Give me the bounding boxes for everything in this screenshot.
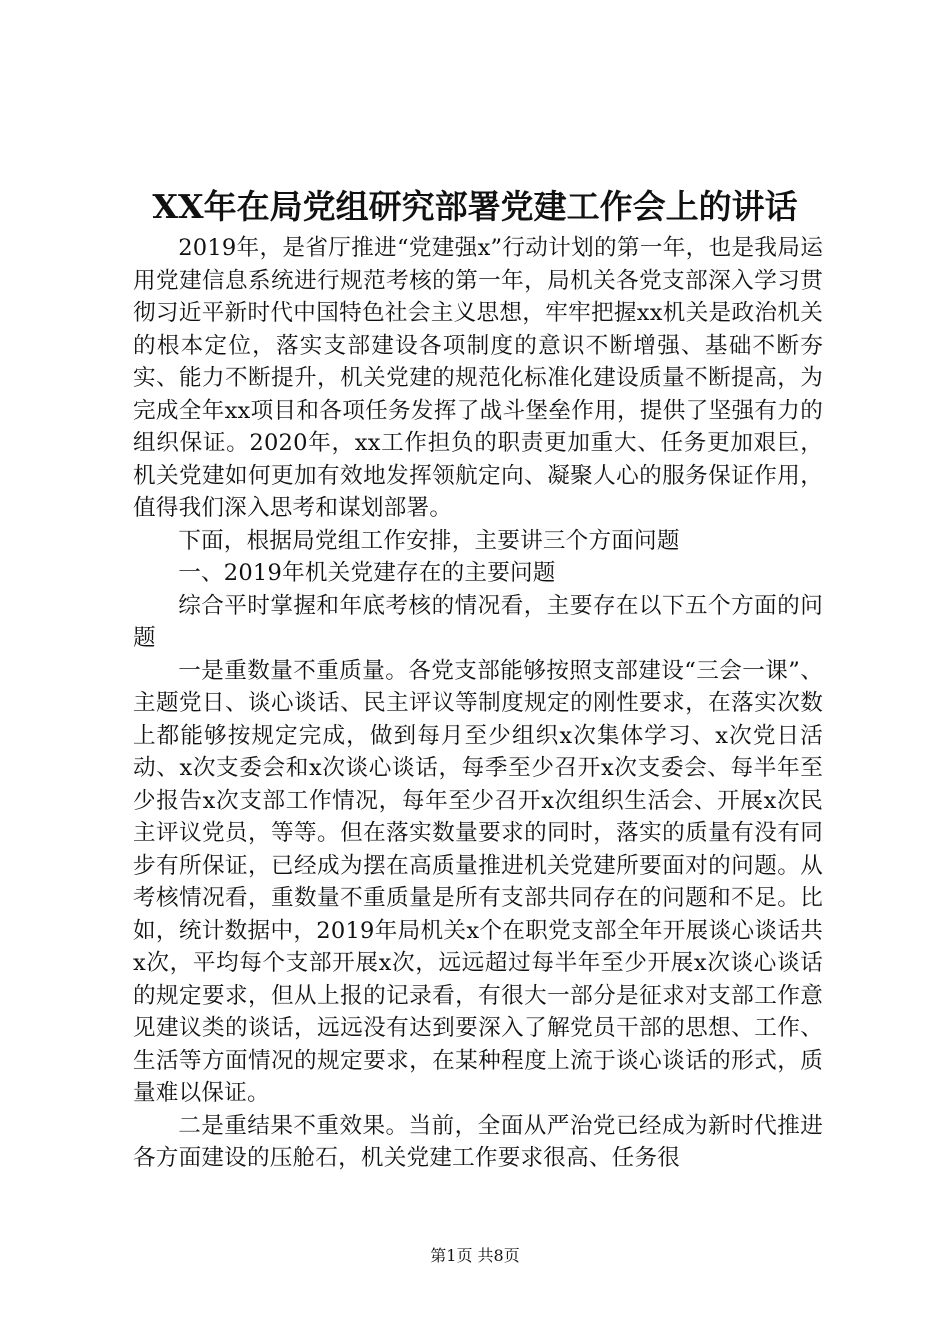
paragraph-point-2: 二是重结果不重效果。当前，全面从严治党已经成为新时代推进各方面建设的压舱石，机关党建工作要求很高、任务很 <box>133 1112 823 1171</box>
paragraph-point-1: 一是重数量不重质量。各党支部能够按照支部建设“三会一课”、主题党日、谈心谈话、民主评议等制度规定的刚性要求，在落实次数上都能够按规定完成，做到每月至少组织x次集体学习、x次党日活动、x次支委会和x次谈心谈话，每季至少召开x次支委会、每半年至少报告x次支部工作情况，每年至少召开x次组织生活会、开展x次民主评议党员，等等。但在落实数量要求的同时，落实的质量有没有同步有所保证，已经成为摆在高质量推进机关党建所要面对的问题。从考核情况看，重数量不重质量是所有支部共同存在的问题和不足。比如，统计数据中，2019年局机关x个在职党支部全年开展谈心谈话共x次，平均每个支部开展x次，远远超过每半年至少开展x次谈心谈话的规定要求，但从上报的记录看，有很大一部分是征求对支部工作意见建议类的谈话，远远没有达到要深入了解党员干部的思想、工作、生活等方面情况的规定要求，在某种程度上流于谈心谈话的形式，质量难以保证。 <box>133 657 823 1106</box>
paragraph-intro: 2019年，是省厅推进“党建强x”行动计划的第一年，也是我局运用党建信息系统进行规范考核的第一年，局机关各党支部深入学习贯彻习近平新时代中国特色社会主义思想，牢牢把握xx机关是政治机关的根本定位，落实支部建设各项制度的意识不断增强、基础不断夯实、能力不断提升，机关党建的规范化标准化建设质量不断提高，为完成全年xx项目和各项任务发挥了战斗堡垒作用，提供了坚强有力的组织保证。2020年，xx工作担负的职责更加重大、任务更加艰巨，机关党建如何更加有效地发挥领航定向、凝聚人心的服务保证作用，值得我们深入思考和谋划部署。 <box>133 235 823 521</box>
paragraph-summary: 综合平时掌握和年底考核的情况看，主要存在以下五个方面的问题 <box>133 592 823 651</box>
section-heading-1: 一、2019年机关党建存在的主要问题 <box>178 560 556 586</box>
document-title: XX年在局党组研究部署党建工作会上的讲话 <box>152 187 798 226</box>
paragraph-outline: 下面，根据局党组工作安排，主要讲三个方面问题 <box>178 527 680 554</box>
document-body <box>133 232 823 1175</box>
page-number-footer: 第1页 共8页 <box>430 1246 520 1265</box>
